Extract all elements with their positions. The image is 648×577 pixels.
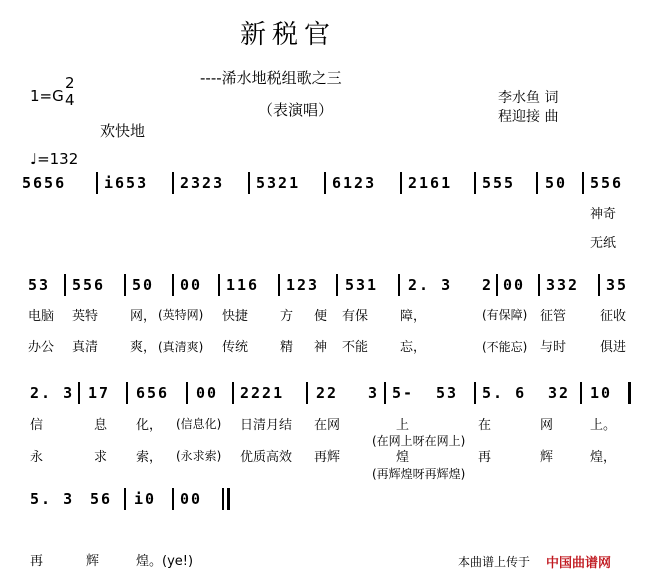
barline [598,274,600,296]
staff-line-2 [0,276,648,304]
time-bottom: 4 [65,91,75,109]
mood-marking: 欢快地 [100,122,146,140]
barline [218,274,220,296]
lyric-echo: (真清爽) [158,340,204,354]
measure: 5. 3 [30,490,75,508]
barline [278,274,280,296]
measure: 531 [345,276,379,294]
key-signature: 1=G [30,87,64,105]
measure: 2. 3 [408,276,453,294]
lyric: 俱进 [600,340,627,355]
measure: 2323 [180,174,225,192]
lyric: 有保 [342,309,369,324]
measure: 50 [545,174,568,192]
barline [538,274,540,296]
tempo-marking: ♩=132 [30,150,79,168]
lyric: 信 [30,418,44,433]
lyric: 永 [30,450,44,465]
lyric: 煌 [396,450,410,465]
lyric: 神 [314,340,328,355]
lyric: 爽， [130,340,157,355]
lyric-echo: (永求索) [176,449,222,463]
site-logo: 中国曲谱网 [546,556,612,571]
measure: 2 [482,276,494,294]
lyric-echo: (英特网) [158,308,204,322]
lyric: 求 [94,450,108,465]
lyric: 便 [314,309,328,324]
lyric: 再辉 [314,450,341,465]
measure: 556 [590,174,624,192]
measure: 116 [226,276,260,294]
measure: 5321 [256,174,301,192]
time-top: 2 [65,74,75,92]
lyric: 上 [396,418,410,433]
lyric: 上。 [590,418,617,433]
lyric: 在网 [314,418,341,433]
lyric: 日清月结 [240,418,293,433]
measure: 10 [590,384,613,402]
barline [474,382,476,404]
barline [582,172,584,194]
lyric: 网， [130,309,157,324]
lyric: 方 [280,309,294,324]
lyric: 再 [30,554,44,569]
barline [186,382,188,404]
barline [124,274,126,296]
lyric: 化， [136,418,163,433]
measure: 50 [132,276,155,294]
final-barline [222,488,224,510]
barline [96,172,98,194]
barline [384,382,386,404]
barline [124,488,126,510]
repeat-barline [628,382,631,404]
measure: 2. 3 [30,384,75,402]
barline [474,172,476,194]
lyric: 神奇 [590,207,617,222]
measure: i0 [134,490,157,508]
barline [306,382,308,404]
barline [496,274,498,296]
final-barline-thick [227,488,230,510]
lyric: 办公 [28,340,55,355]
lyric-echo: (再辉煌呀再辉煌) [372,467,466,481]
lyric: 电脑 [28,309,55,324]
measure: 56 [90,490,113,508]
barline [232,382,234,404]
lyric: 征管 [540,309,567,324]
lyricist-credit: 李水鱼 词 [498,90,559,106]
lyric: 煌。(ye!) [136,554,194,569]
performance-note: （表演唱） [258,101,334,119]
barline [64,274,66,296]
measure: 00 [503,276,526,294]
measure: 556 [72,276,106,294]
barline [580,382,582,404]
measure: 22 [316,384,339,402]
subtitle: ----浠水地税组歌之三 [200,69,342,87]
lyric: 精 [280,340,294,355]
barline [336,274,338,296]
lyric: 英特 [72,309,99,324]
measure: 5656 [22,174,67,192]
measure: 123 [286,276,320,294]
barline [398,274,400,296]
lyric: 索， [136,450,163,465]
measure: 53 [28,276,51,294]
measure: 332 [546,276,580,294]
lyric: 不能 [342,340,369,355]
barline [172,488,174,510]
barline [536,172,538,194]
measure: i653 [104,174,149,192]
lyric: 息 [94,418,108,433]
lyric: 无纸 [590,236,617,251]
upload-note: 本曲谱上传于 [458,555,531,569]
measure: 6123 [332,174,377,192]
lyric-echo: (在网上呀在网上) [372,434,466,448]
barline [248,172,250,194]
lyric: 真清 [72,340,99,355]
measure: 3 [368,384,380,402]
lyric: 障， [400,309,427,324]
measure: 00 [196,384,219,402]
lyric: 在 [478,418,492,433]
lyric: 征收 [600,309,627,324]
lyric: 煌， [590,450,617,465]
measure: 2161 [408,174,453,192]
lyric: 辉 [86,554,100,569]
time-signature [65,75,75,109]
barline [78,382,80,404]
measure: 5. 6 [482,384,527,402]
measure: 00 [180,276,203,294]
measure: 00 [180,490,203,508]
staff-line-3 [0,384,648,412]
measure: 5- [392,384,415,402]
lyric: 再 [478,450,492,465]
measure: 53 [436,384,459,402]
lyric-echo: (有保障) [482,308,528,322]
lyric: 网 [540,418,554,433]
page-title: 新税官 [240,20,337,50]
measure: 656 [136,384,170,402]
barline [172,172,174,194]
barline [172,274,174,296]
composer-credit: 程迎接 曲 [498,109,559,125]
barline [400,172,402,194]
barline [324,172,326,194]
lyric: 与时 [540,340,567,355]
lyric: 辉 [540,450,554,465]
lyric: 忘， [400,340,427,355]
lyric-echo: (信息化) [176,417,222,431]
barline [126,382,128,404]
measure: 2221 [240,384,285,402]
lyric: 快捷 [222,309,249,324]
measure: 35 [606,276,629,294]
lyric: 优质高效 [240,450,293,465]
staff-line-4 [0,490,648,518]
lyric-echo: (不能忘) [482,340,528,354]
measure: 555 [482,174,516,192]
measure: 17 [88,384,111,402]
lyric: 传统 [222,340,249,355]
measure: 32 [548,384,571,402]
